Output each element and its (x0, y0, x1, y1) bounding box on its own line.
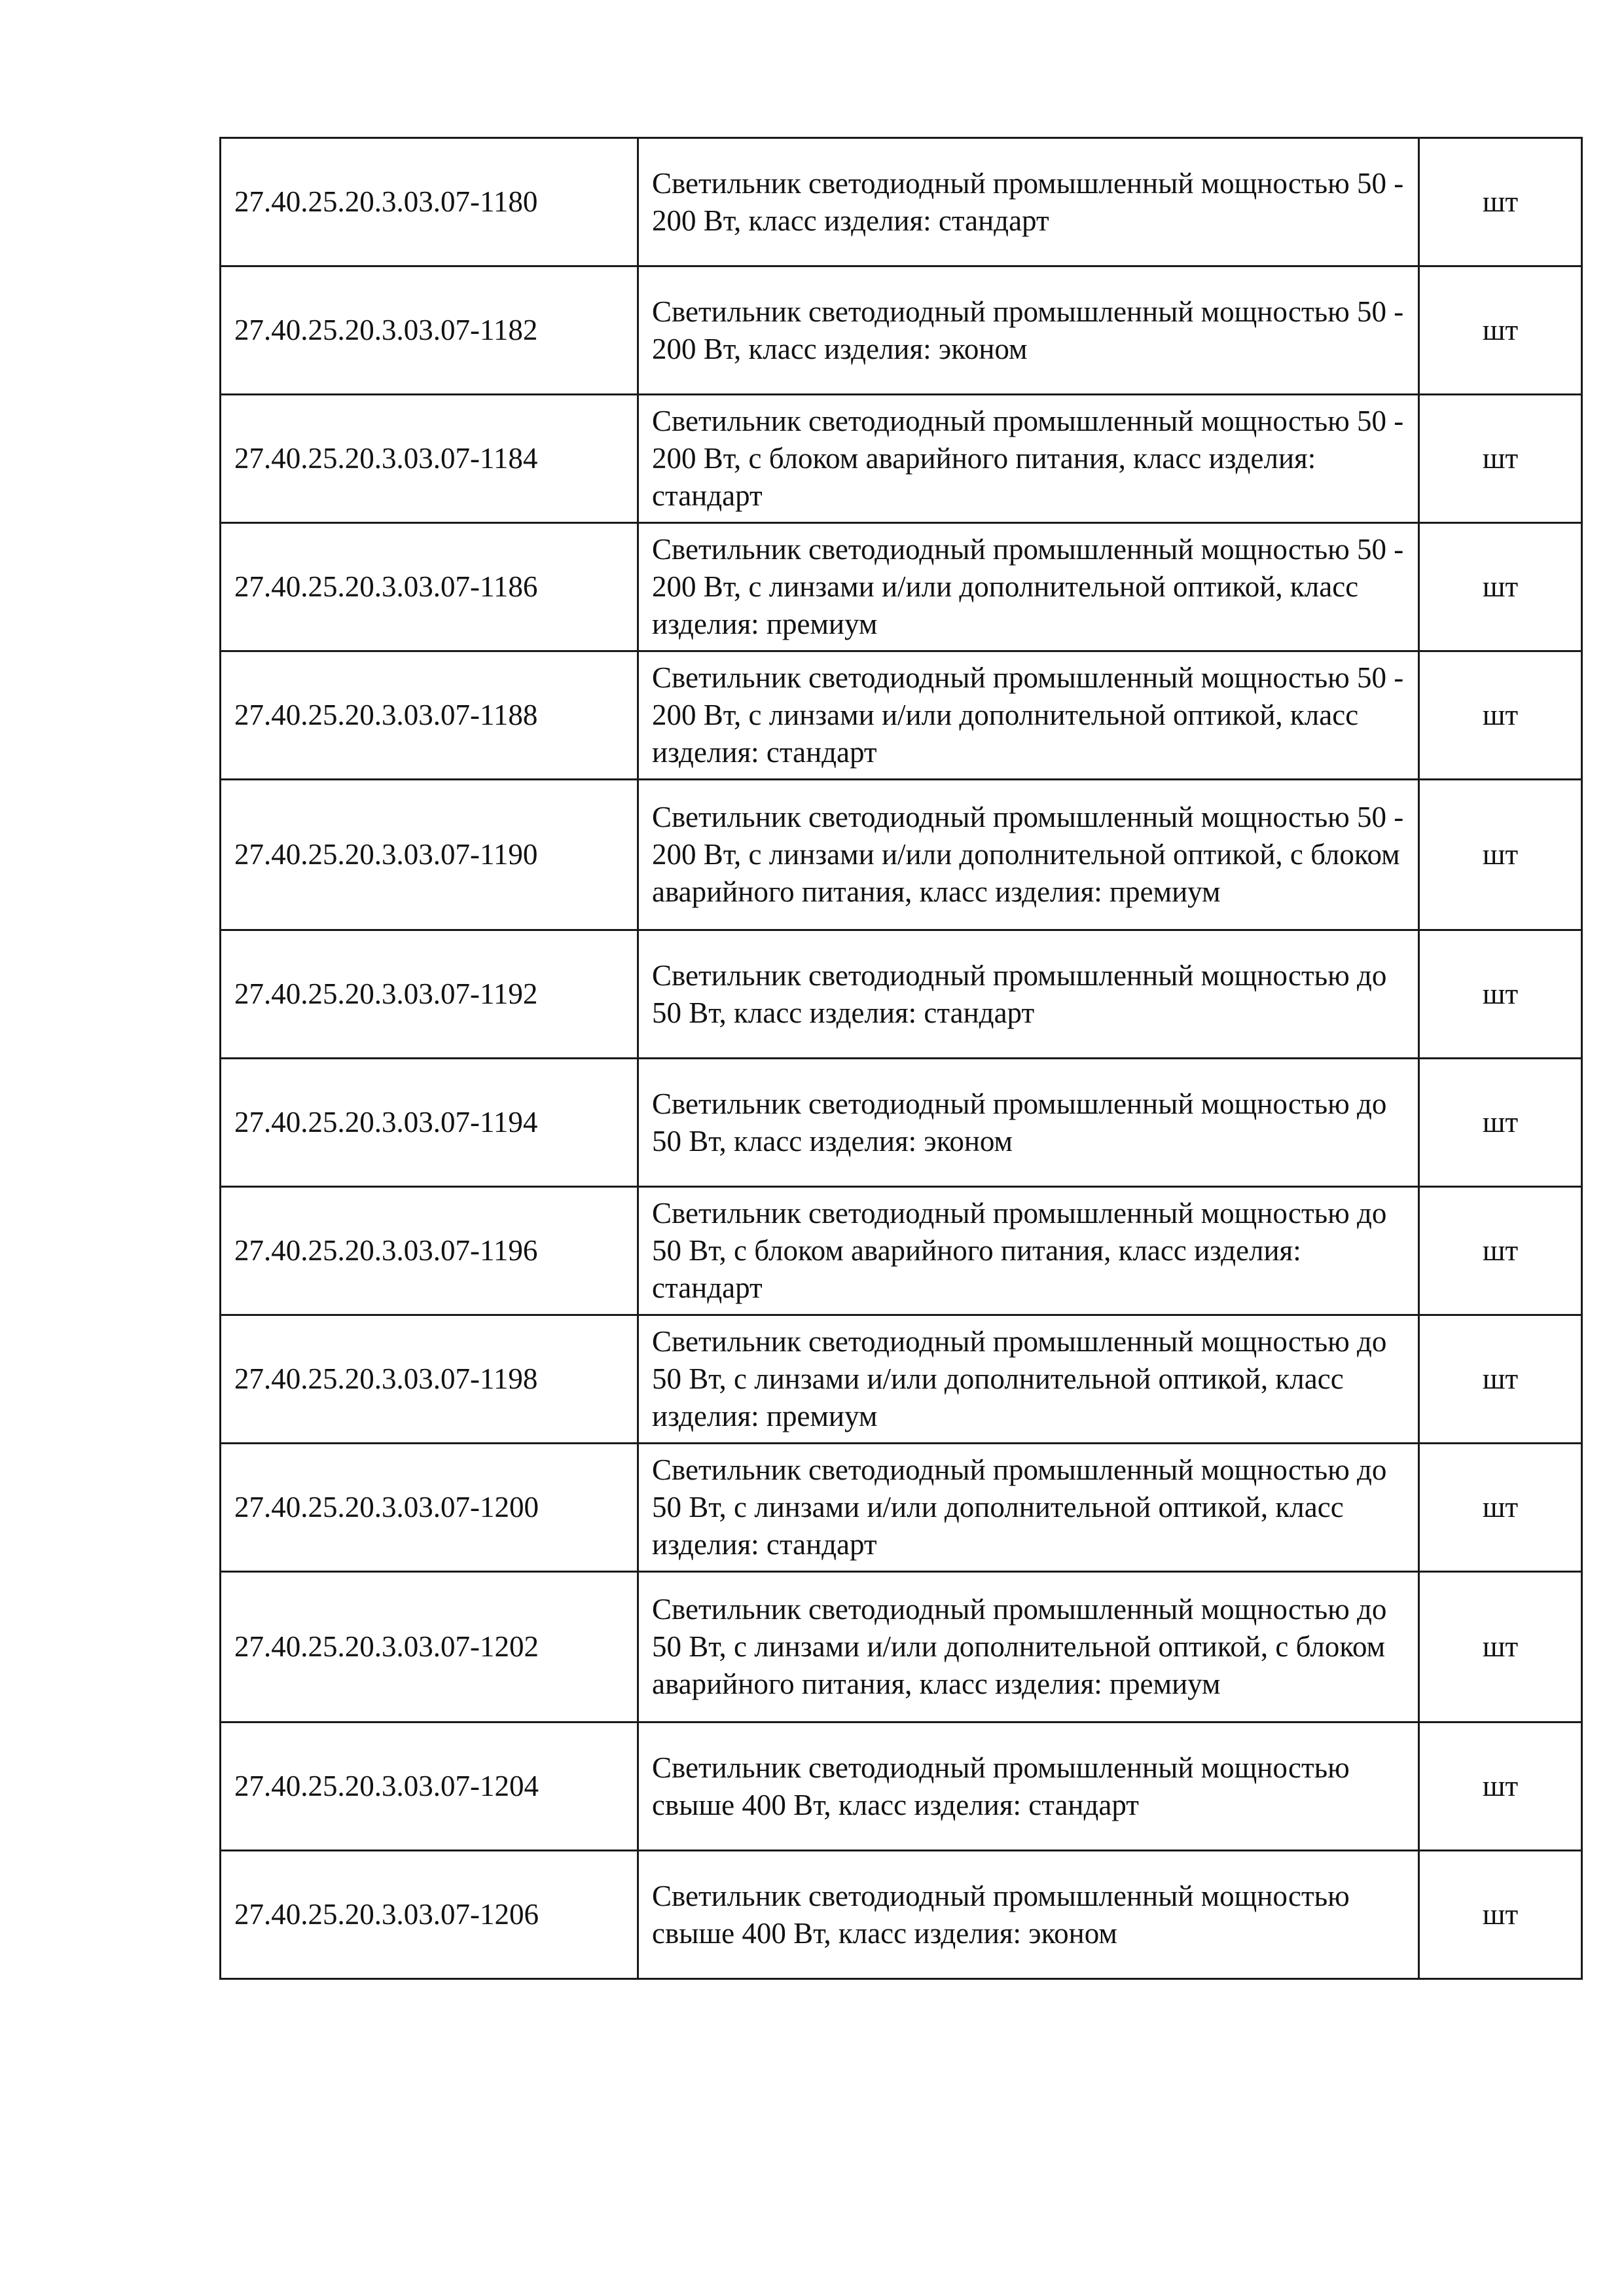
table-row (221, 1315, 1582, 1444)
item-code-cell: 27.40.25.20.3.03.07-1190 (221, 780, 638, 930)
item-name-cell: Светильник светодиодный промышленный мощностью до 50 Вт, с линзами и/или дополнительной оптикой, с блоком аварийного питания, класс изделия: премиум (638, 1572, 1419, 1722)
item-code-cell: 27.40.25.20.3.03.07-1194 (221, 1059, 638, 1187)
item-code-cell: 27.40.25.20.3.03.07-1198 (221, 1315, 638, 1444)
item-unit-cell: шт (1419, 266, 1582, 395)
item-code-cell: 27.40.25.20.3.03.07-1188 (221, 651, 638, 780)
item-unit-cell: шт (1419, 1572, 1582, 1722)
item-name-cell: Светильник светодиодный промышленный мощностью 50 - 200 Вт, класс изделия: стандарт (638, 138, 1419, 266)
table-row (221, 1572, 1582, 1722)
item-code-cell: 27.40.25.20.3.03.07-1180 (221, 138, 638, 266)
item-name-cell: Светильник светодиодный промышленный мощностью до 50 Вт, с блоком аварийного питания, класс изделия: стандарт (638, 1187, 1419, 1315)
item-code-cell: 27.40.25.20.3.03.07-1200 (221, 1444, 638, 1572)
item-name-cell: Светильник светодиодный промышленный мощностью 50 - 200 Вт, с линзами и/или дополнительной оптикой, с блоком аварийного питания, класс изделия: премиум (638, 780, 1419, 930)
item-code-cell: 27.40.25.20.3.03.07-1182 (221, 266, 638, 395)
catalog-table (219, 137, 1583, 1980)
item-code-cell: 27.40.25.20.3.03.07-1184 (221, 395, 638, 523)
item-unit-cell: шт (1419, 138, 1582, 266)
item-unit-cell: шт (1419, 1722, 1582, 1851)
item-name-cell: Светильник светодиодный промышленный мощностью до 50 Вт, с линзами и/или дополнительной оптикой, класс изделия: премиум (638, 1315, 1419, 1444)
table-row (221, 1444, 1582, 1572)
item-unit-cell: шт (1419, 1059, 1582, 1187)
item-code-cell: 27.40.25.20.3.03.07-1206 (221, 1851, 638, 1979)
item-code-cell: 27.40.25.20.3.03.07-1202 (221, 1572, 638, 1722)
item-code-cell: 27.40.25.20.3.03.07-1192 (221, 930, 638, 1059)
item-name-cell: Светильник светодиодный промышленный мощностью 50 - 200 Вт, с блоком аварийного питания, класс изделия: стандарт (638, 395, 1419, 523)
table-row (221, 266, 1582, 395)
item-name-cell: Светильник светодиодный промышленный мощностью до 50 Вт, с линзами и/или дополнительной оптикой, класс изделия: стандарт (638, 1444, 1419, 1572)
item-name-cell: Светильник светодиодный промышленный мощностью свыше 400 Вт, класс изделия: эконом (638, 1851, 1419, 1979)
item-name-cell: Светильник светодиодный промышленный мощностью свыше 400 Вт, класс изделия: стандарт (638, 1722, 1419, 1851)
item-unit-cell: шт (1419, 651, 1582, 780)
item-name-cell: Светильник светодиодный промышленный мощностью до 50 Вт, класс изделия: эконом (638, 1059, 1419, 1187)
item-name-cell: Светильник светодиодный промышленный мощностью до 50 Вт, класс изделия: стандарт (638, 930, 1419, 1059)
table-row (221, 1187, 1582, 1315)
item-unit-cell: шт (1419, 523, 1582, 651)
item-code-cell: 27.40.25.20.3.03.07-1186 (221, 523, 638, 651)
item-unit-cell: шт (1419, 1315, 1582, 1444)
table-row (221, 930, 1582, 1059)
item-unit-cell: шт (1419, 780, 1582, 930)
item-name-cell: Светильник светодиодный промышленный мощностью 50 - 200 Вт, с линзами и/или дополнительной оптикой, класс изделия: премиум (638, 523, 1419, 651)
item-unit-cell: шт (1419, 1444, 1582, 1572)
table-row (221, 523, 1582, 651)
table-row (221, 1059, 1582, 1187)
item-unit-cell: шт (1419, 395, 1582, 523)
item-unit-cell: шт (1419, 1187, 1582, 1315)
item-unit-cell: шт (1419, 930, 1582, 1059)
item-code-cell: 27.40.25.20.3.03.07-1196 (221, 1187, 638, 1315)
table-row (221, 1851, 1582, 1979)
table-row (221, 780, 1582, 930)
item-code-cell: 27.40.25.20.3.03.07-1204 (221, 1722, 638, 1851)
item-name-cell: Светильник светодиодный промышленный мощностью 50 - 200 Вт, класс изделия: эконом (638, 266, 1419, 395)
item-name-cell: Светильник светодиодный промышленный мощностью 50 - 200 Вт, с линзами и/или дополнительной оптикой, класс изделия: стандарт (638, 651, 1419, 780)
table-row (221, 1722, 1582, 1851)
table-row (221, 395, 1582, 523)
table-row (221, 138, 1582, 266)
item-unit-cell: шт (1419, 1851, 1582, 1979)
table-row (221, 651, 1582, 780)
